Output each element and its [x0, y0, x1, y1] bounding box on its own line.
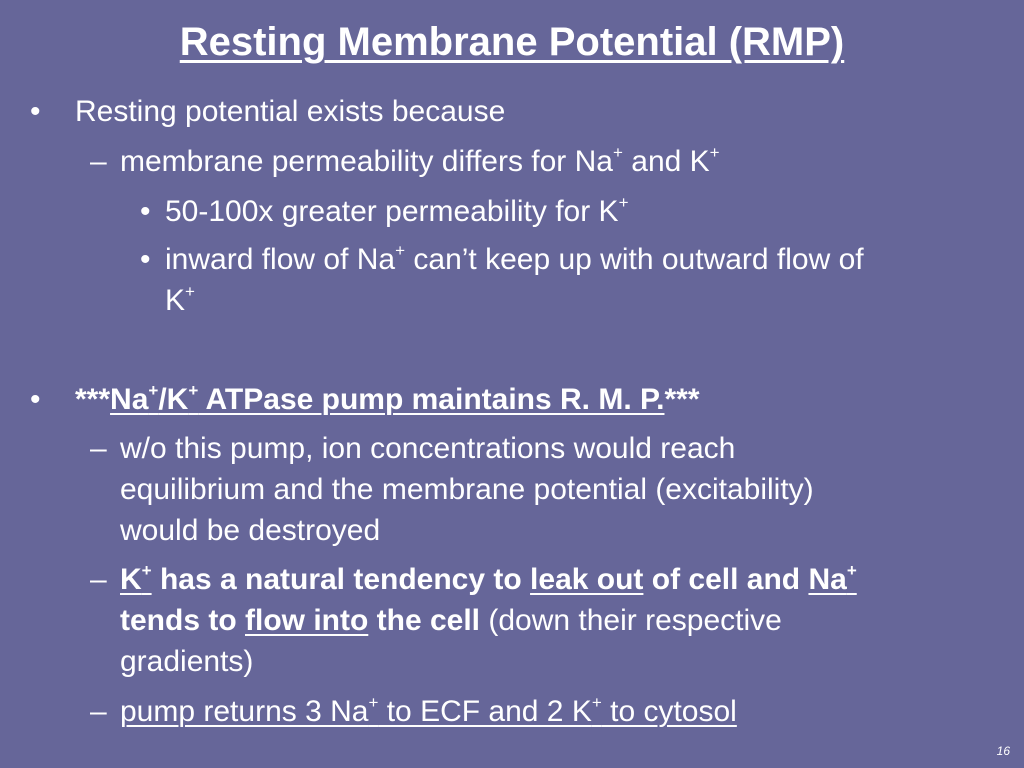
- bullet-resting-potential: Resting potential exists because: [75, 95, 506, 128]
- bullet-marker: •: [30, 383, 41, 416]
- sub-bullet-without-pump-1: w/o this pump, ion concentrations would reach: [120, 432, 736, 465]
- page-number: 16: [996, 744, 1010, 758]
- dash-marker: –: [90, 145, 107, 178]
- sub-sub-bullet-inward-flow: inward flow of Na+ can’t keep up with outward flow of: [165, 241, 864, 276]
- bullet-atpase-pump: ***Na+/K+ ATPase pump maintains R. M. P.***: [75, 381, 700, 416]
- sub-bullet-without-pump-3: would be destroyed: [120, 514, 381, 547]
- sub-bullet-pump-returns: pump returns 3 Na+ to ECF and 2 K+ to cytosol: [120, 693, 737, 728]
- dash-marker: –: [90, 695, 107, 728]
- sub-sub-bullet-inward-flow-cont: K+: [165, 282, 195, 317]
- sub-bullet-permeability: membrane permeability differs for Na+ and K+: [120, 143, 720, 178]
- sub-bullet-natural-tendency-2: tends to flow into the cell (down their respective: [120, 604, 782, 637]
- bullet-marker: •: [30, 95, 41, 128]
- sub-bullet-natural-tendency-3: gradients): [120, 645, 254, 678]
- sub-bullet-without-pump-2: equilibrium and the membrane potential (excitability): [120, 473, 814, 506]
- sub-bullet-natural-tendency-1: K+ has a natural tendency to leak out of cell and Na+: [120, 561, 857, 596]
- dash-marker: –: [90, 432, 107, 465]
- sub-sub-bullet-greater-permeability: 50-100x greater permeability for K+: [165, 193, 629, 228]
- dash-marker: –: [90, 563, 107, 596]
- bullet-marker: •: [140, 195, 151, 228]
- slide-title: Resting Membrane Potential (RMP): [179, 20, 845, 64]
- bullet-marker: •: [140, 243, 151, 276]
